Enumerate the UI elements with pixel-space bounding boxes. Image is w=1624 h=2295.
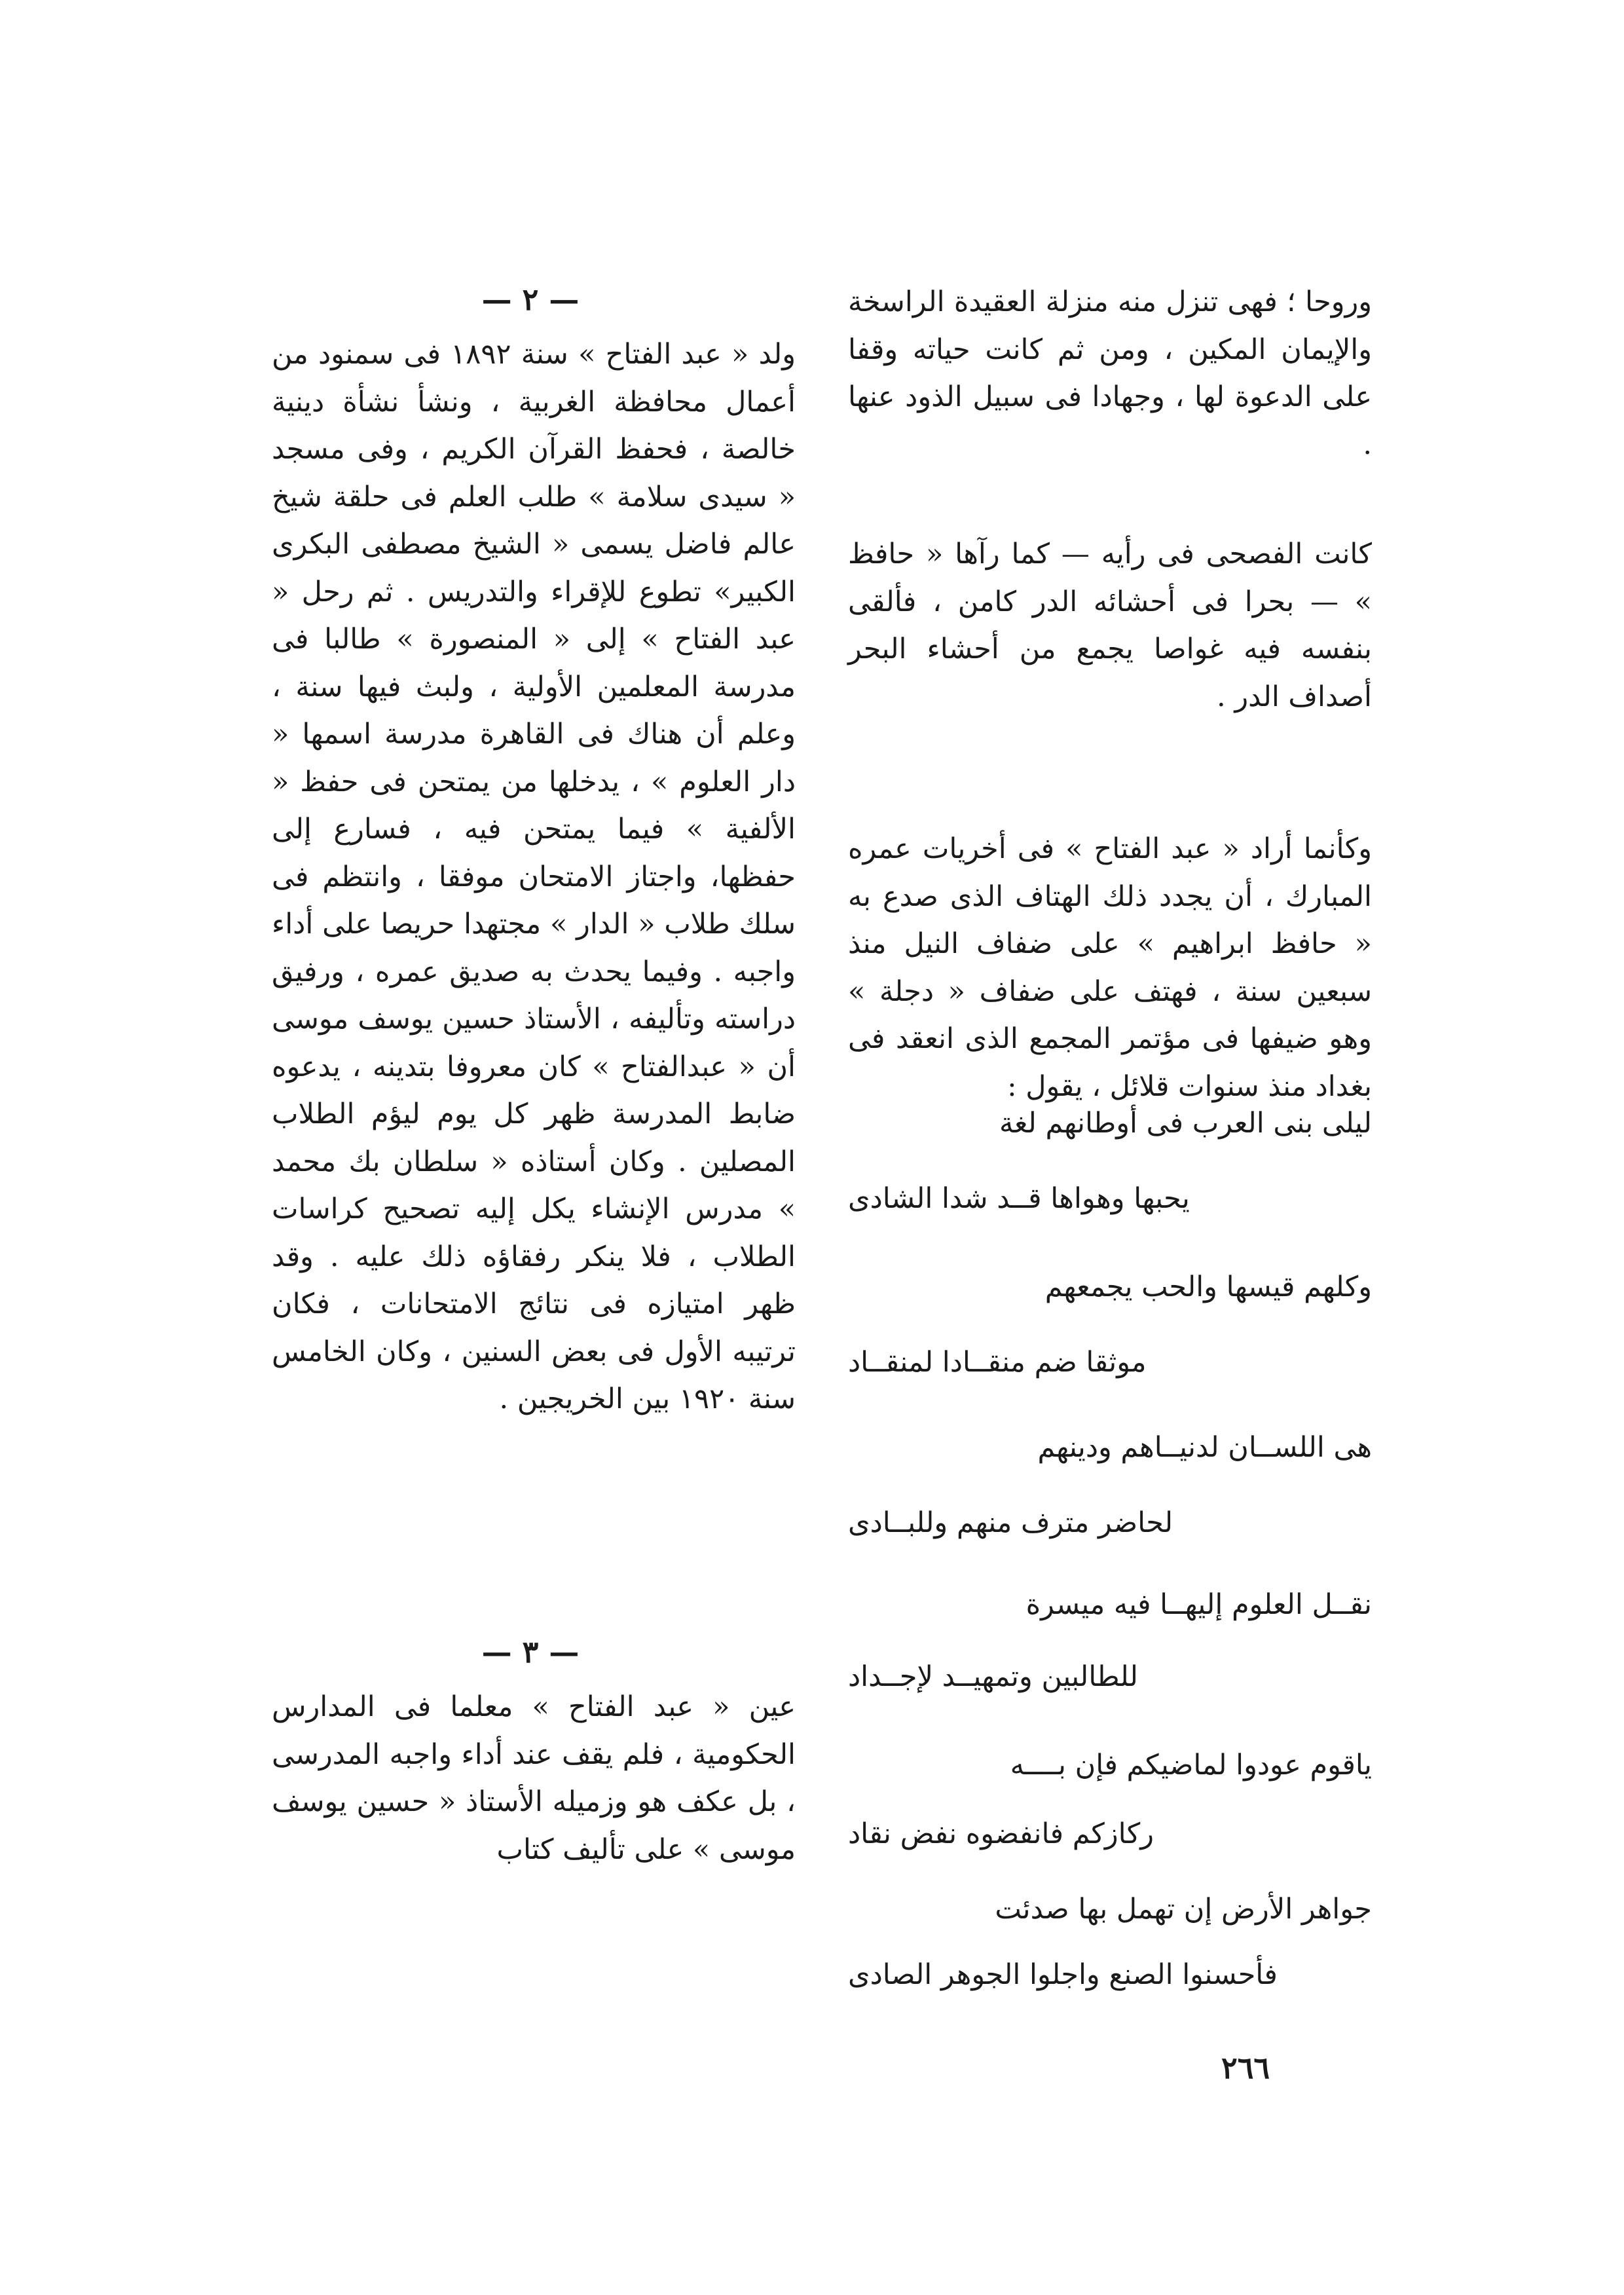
verse-2-first: وكلهم قيسها والحب يجمعهم [1044, 1271, 1372, 1303]
verse-6-second: فأحسنوا الصنع واجلوا الجوهر الصادى [848, 1958, 1278, 1991]
right-para-2 [848, 531, 1372, 720]
left-column-section-2 [272, 331, 796, 1423]
section-2-heading: — ٢ — [481, 282, 580, 317]
verse-4-first: نقــل العلوم إليهــا فيه ميسرة [1025, 1588, 1372, 1621]
left-column-section-3 [272, 1683, 796, 1873]
verse-3-second: لحاضر مترف منهم وللبــادى [848, 1506, 1173, 1539]
verse-5-first: ياقوم عودوا لماضيكم فإن بــــه [1010, 1749, 1372, 1782]
verse-5-second: ركازكم فانفضوه نفض نقاد [848, 1818, 1154, 1850]
verse-6-first: جواهر الأرض إن تهمل بها صدئت [995, 1893, 1372, 1926]
paragraph-text: وكأنما أراد « عبد الفتاح » فى أخريات عمره المبارك ، أن يجدد ذلك الهتاف الذى صدع به « حافظ ابراهيم » على ضفاف النيل منذ سبعين سنة ، فهتف على ضفاف « دجلة » وهو ضيفها فى مؤتمر المجمع الذى انعقد فى بغداد منذ سنوات قلائل ، يقول : [848, 832, 1372, 1103]
verse-3-first: هى اللســان لدنيــاهم ودينهم [1037, 1431, 1372, 1464]
verse-1-first: ليلى بنى العرب فى أوطانهم لغة [999, 1107, 1372, 1140]
paragraph-text: عين « عبد الفتاح » معلما فى المدارس الحكومية ، فلم يقف عند أداء واجبه المدرسى ، بل عكف هو وزميله الأستاذ « حسين يوسف موسى » على تأليف كتاب [272, 1690, 796, 1866]
verse-1-second: يحبها وهواها قــد شدا الشادى [848, 1182, 1190, 1215]
verse-2-second: موثقا ضم منقــادا لمنقــاد [848, 1346, 1147, 1379]
page-number: ٢٦٦ [1221, 2050, 1270, 2085]
right-para-1 [848, 278, 1372, 468]
paragraph-text: كانت الفصحى فى رأيه — كما رآها « حافظ » — بحرا فى أحشائه الدر كامن ، فألقى بنفسه فيه غواصا يجمع من أحشاء البحر أصداف الدر . [848, 538, 1372, 713]
verse-4-second: للطالبين وتمهيــد لإجــداد [848, 1660, 1138, 1693]
section-3-heading: — ٣ — [481, 1634, 580, 1670]
right-para-3 [848, 825, 1372, 1110]
paragraph-text: ولد « عبد الفتاح » سنة ١٨٩٢ فى سمنود من أعمال محافظة الغربية ، ونشأ نشأة دينية خالصة ، فحفظ القرآن الكريم ، وفى مسجد « سيدى سلامة » طلب العلم فى حلقة شيخ عالم فاضل يسمى « الشيخ مصطفى البكرى الكبير» تطوع للإقراء والتدريس . ثم رحل « عبد الفتاح » إلى « المنصورة » طالبا فى مدرسة المعلمين الأولية ، ولبث فيها سنة ، وعلم أن هناك فى القاهرة مدرسة اسمها « دار العلوم » ، يدخلها من يمتحن فى حفظ « الألفية » فيما يمتحن فيه ، فسارع إلى حفظها، واجتاز الامتحان موفقا ، وانتظم فى سلك طلاب « الدار » مجتهدا حريصا على أداء واجبه . وفيما يحدث به صديق عمره ، ورفيق دراسته وتأليفه ، الأستاذ حسين يوسف موسى أن « عبدالفتاح » كان معروفا بتدينه ، يدعوه ضابط المدرسة ظهر كل يوم ليؤم الطلاب المصلين . وكان أستاذه « سلطان بك محمد » مدرس الإنشاء يكل إليه تصحيح كراسات الطلاب ، فلا ينكر رفقاؤه ذلك عليه . وقد ظهر امتيازه فى نتائج الامتحانات ، فكان ترتيبه الأول فى بعض السنين ، وكان الخامس سنة ١٩٢٠ بين الخريجين . [272, 338, 796, 1415]
paragraph-text: وروحا ؛ فهى تنزل منه منزلة العقيدة الراسخة والإيمان المكين ، ومن ثم كانت حياته وقفا على الدعوة لها ، وجهادا فى سبيل الذود عنها . [848, 286, 1372, 461]
